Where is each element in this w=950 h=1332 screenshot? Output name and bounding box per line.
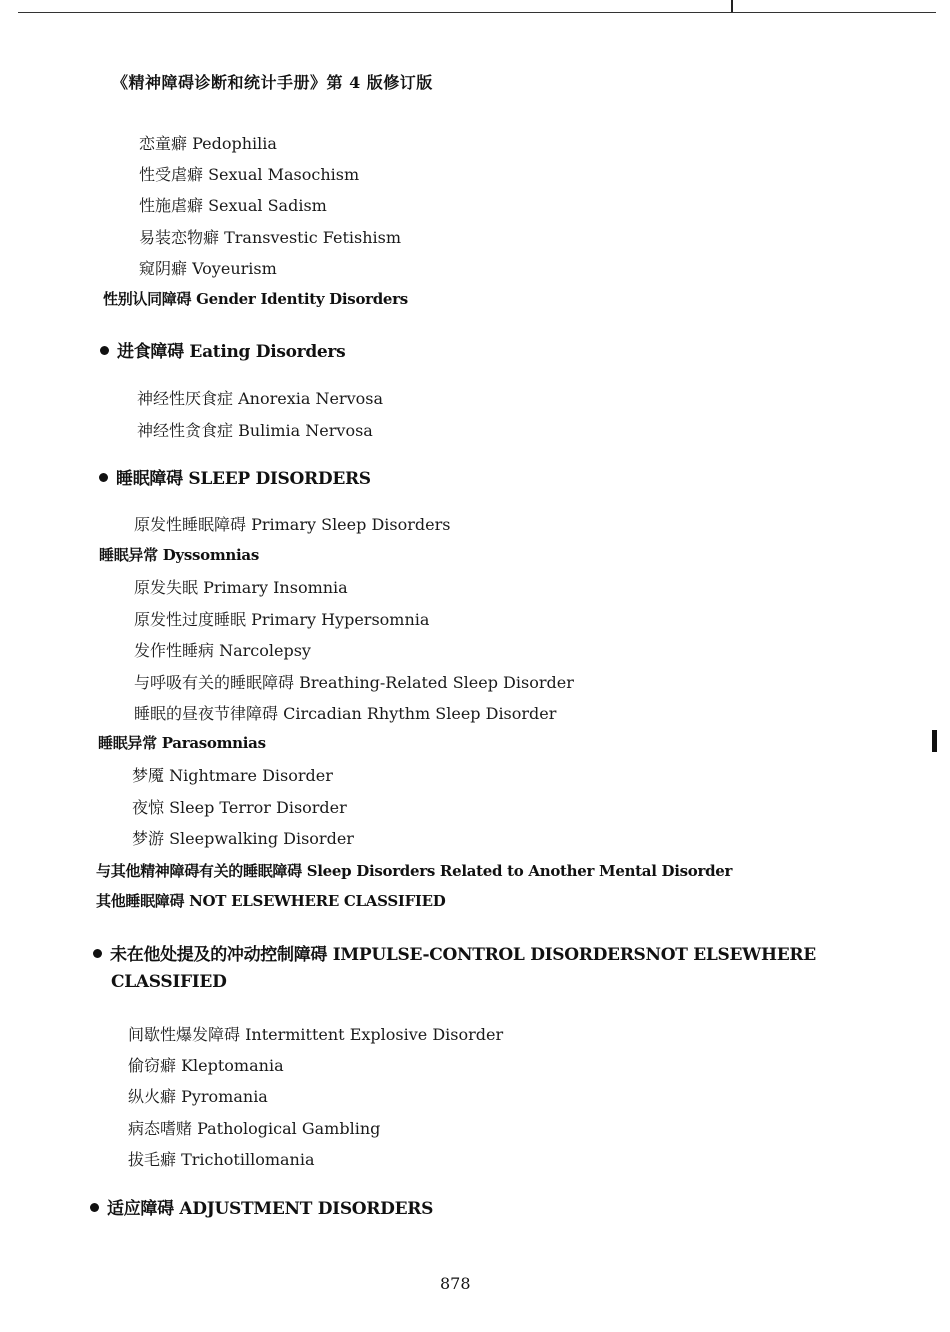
list-item: 偷窃癖 Kleptomania bbox=[128, 1056, 284, 1075]
list-item: 易装恋物癖 Transvestic Fetishism bbox=[139, 228, 402, 247]
top-rule bbox=[18, 12, 936, 13]
impulse-control-heading-continued: CLASSIFIED bbox=[111, 972, 227, 992]
parasomnias-heading: 睡眠异常 Parasomnias bbox=[98, 734, 266, 752]
list-item: 恋童癖 Pedophilia bbox=[139, 134, 277, 153]
list-item: 纵火癖 Pyromania bbox=[128, 1087, 268, 1106]
list-item: 与呼吸有关的睡眠障碍 Breathing-Related Sleep Disorder bbox=[134, 673, 574, 692]
list-item: 神经性厌食症 Anorexia Nervosa bbox=[137, 389, 384, 408]
related-sleep-heading: 与其他精神障碍有关的睡眠障碍 Sleep Disorders Related to Another Mental Disorder bbox=[96, 862, 733, 880]
page-number: 878 bbox=[440, 1274, 471, 1293]
list-item: 拔毛癖 Trichotillomania bbox=[128, 1150, 315, 1169]
impulse-control-heading bbox=[93, 940, 816, 965]
list-item: 原发性睡眠障碍 Primary Sleep Disorders bbox=[134, 515, 451, 534]
bullet-icon bbox=[100, 346, 109, 355]
gender-identity-heading: 性别认同障碍 Gender Identity Disorders bbox=[103, 290, 408, 308]
section-title: 进食障碍 Eating Disorders bbox=[117, 342, 346, 362]
bullet-icon bbox=[93, 949, 102, 958]
eating-disorders-heading bbox=[100, 337, 345, 362]
list-item: 间歇性爆发障碍 Intermittent Explosive Disorder bbox=[128, 1025, 504, 1044]
other-sleep-heading: 其他睡眠障碍 NOT ELSEWHERE CLASSIFIED bbox=[96, 892, 446, 910]
sleep-disorders-heading bbox=[99, 464, 371, 489]
section-title: 睡眠障碍 SLEEP DISORDERS bbox=[116, 469, 371, 489]
section-title: 适应障碍 ADJUSTMENT DISORDERS bbox=[107, 1199, 434, 1219]
list-item: 睡眠的昼夜节律障碍 Circadian Rhythm Sleep Disorder bbox=[134, 704, 557, 723]
section-title: 未在他处提及的冲动控制障碍 IMPULSE-CONTROL DISORDERSNOT ELSEWHERE bbox=[110, 945, 816, 965]
edge-mark bbox=[932, 730, 937, 752]
list-item: 神经性贪食症 Bulimia Nervosa bbox=[137, 421, 373, 440]
list-item: 梦游 Sleepwalking Disorder bbox=[132, 829, 354, 848]
list-item: 窥阴癖 Voyeurism bbox=[139, 259, 277, 278]
list-item: 发作性睡病 Narcolepsy bbox=[134, 641, 311, 660]
list-item: 夜惊 Sleep Terror Disorder bbox=[132, 798, 347, 817]
bullet-icon bbox=[99, 473, 108, 482]
dyssomnias-heading: 睡眠异常 Dyssomnias bbox=[99, 546, 259, 564]
list-item: 原发性过度睡眠 Primary Hypersomnia bbox=[134, 610, 430, 629]
list-item: 性施虐癖 Sexual Sadism bbox=[139, 196, 327, 215]
list-item: 性受虐癖 Sexual Masochism bbox=[139, 165, 360, 184]
running-header: 《精神障碍诊断和统计手册》第 4 版修订版 bbox=[112, 73, 433, 92]
list-item: 原发失眠 Primary Insomnia bbox=[134, 578, 348, 597]
top-rule-tick bbox=[731, 0, 733, 12]
list-item: 病态嗜赌 Pathological Gambling bbox=[128, 1119, 381, 1138]
bullet-icon bbox=[90, 1203, 99, 1212]
adjustment-disorders-heading bbox=[90, 1194, 433, 1219]
list-item: 梦魇 Nightmare Disorder bbox=[132, 766, 333, 785]
